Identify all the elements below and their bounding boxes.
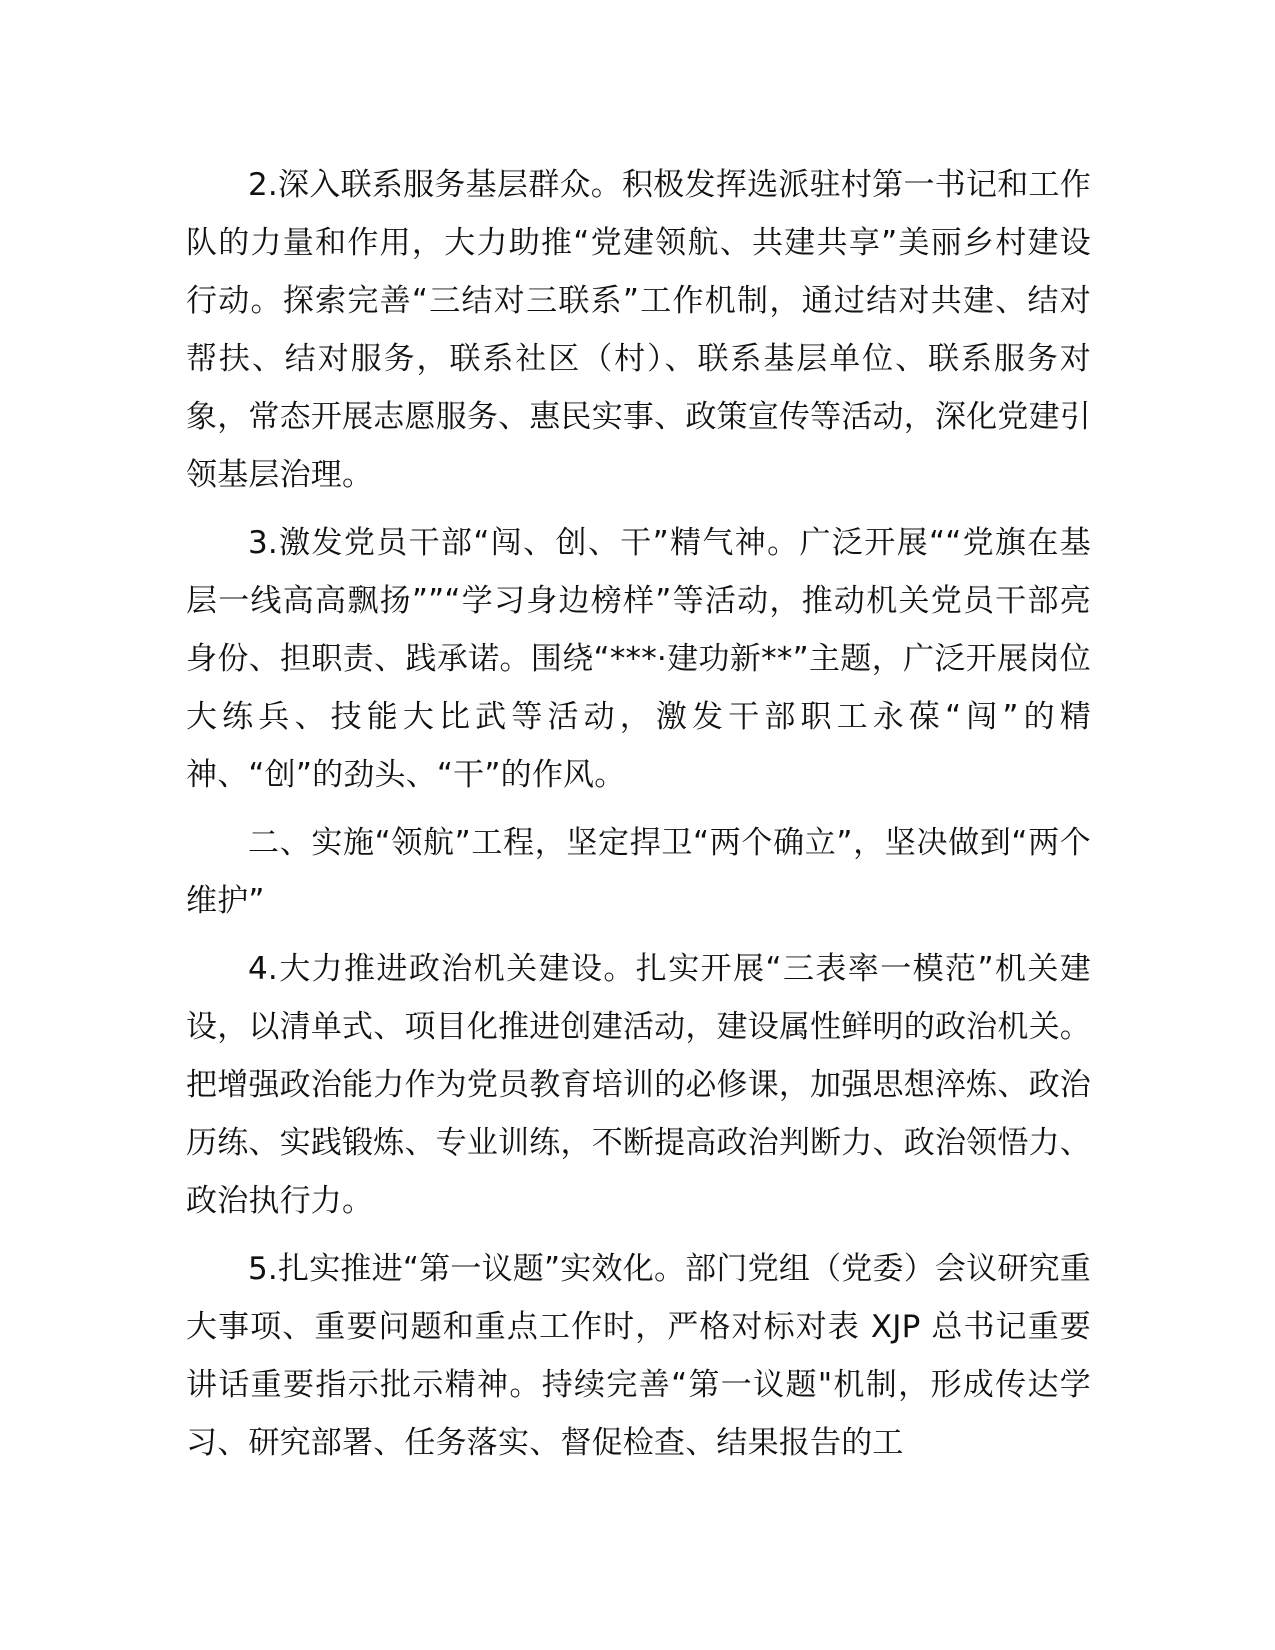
section-heading-2: 二、实施“领航”工程，坚定捍卫“两个确立”，坚决做到“两个维护”	[186, 825, 1091, 919]
paragraph-2-contact-grassroots: 2.深入联系服务基层群众。积极发挥选派驻村第一书记和工作队的力量和作用，大力助推“党建领航、共建共享”美丽乡村建设行动。探索完善“三结对三联系”工作机制，通过结对共建、结对帮扶、结对服务，联系社区（村）、联系基层单位、联系服务对象，常态开展志愿服务、惠民实事、政策宣传等活动，深化党建引领基层治理。	[186, 167, 1091, 493]
document-body	[186, 156, 1091, 1482]
paragraph-3-inspire-cadres: 3.激发党员干部“闯、创、干”精气神。广泛开展““党旗在基层一线高高飘扬””“学习身边榜样”等活动，推动机关党员干部亮身份、担职责、践承诺。围绕“***·建功新**”主题，广泛开展岗位大练兵、技能大比武等活动，激发干部职工永葆“闯”的精神、“创”的劲头、“干”的作风。	[186, 525, 1091, 793]
paragraph-5-first-topic: 5.扎实推进“第一议题”实效化。部门党组（党委）会议研究重大事项、重要问题和重点工作时，严格对标对表 XJP 总书记重要讲话重要指示批示精神。持续完善“第一议题"机制，形成传达学习、研究部署、任务落实、督促检查、结果报告的工	[186, 1251, 1091, 1461]
paragraph-4-political-organ: 4.大力推进政治机关建设。扎实开展“三表率一模范”机关建设，以清单式、项目化推进创建活动，建设属性鲜明的政治机关。把增强政治能力作为党员教育培训的必修课，加强思想淬炼、政治历练、实践锻炼、专业训练，不断提高政治判断力、政治领悟力、政治执行力。	[186, 951, 1091, 1219]
